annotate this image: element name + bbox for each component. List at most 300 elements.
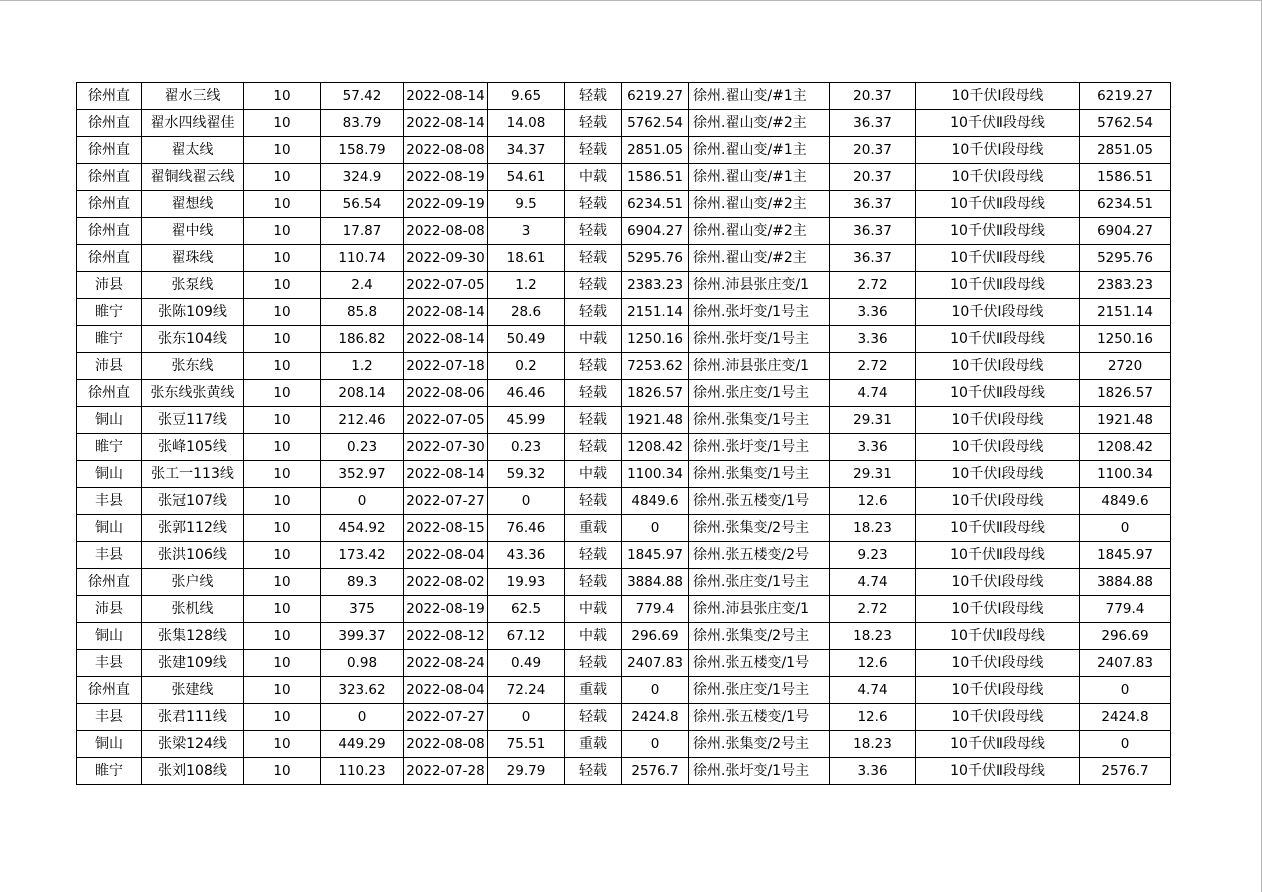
substation-cell: 徐州.翟山变/#2主 bbox=[689, 245, 830, 272]
date-cell: 2022-08-14 bbox=[404, 326, 488, 353]
line-name-cell: 翟想线 bbox=[142, 191, 244, 218]
busbar-cell: 10千伏Ⅱ段母线 bbox=[916, 218, 1080, 245]
substation-cell: 徐州.张圩变/1号主 bbox=[689, 434, 830, 461]
capacity-cell: 2851.05 bbox=[622, 137, 689, 164]
load-status-cell: 重载 bbox=[565, 731, 622, 758]
load-status-cell: 轻载 bbox=[565, 758, 622, 785]
date-cell: 2022-07-30 bbox=[404, 434, 488, 461]
transformer-rate-cell: 12.6 bbox=[830, 488, 916, 515]
table-row bbox=[77, 407, 1171, 434]
capacity-cell: 5295.76 bbox=[622, 245, 689, 272]
capacity-cell: 1845.97 bbox=[622, 542, 689, 569]
table-row bbox=[77, 758, 1171, 785]
substation-cell: 徐州.翟山变/#2主 bbox=[689, 110, 830, 137]
table-row bbox=[77, 542, 1171, 569]
available-capacity-cell: 0 bbox=[1080, 677, 1171, 704]
busbar-cell: 10千伏Ⅰ段母线 bbox=[916, 569, 1080, 596]
line-name-cell: 张郭112线 bbox=[142, 515, 244, 542]
current-cell: 186.82 bbox=[321, 326, 404, 353]
current-cell: 0 bbox=[321, 488, 404, 515]
district-cell: 徐州直 bbox=[77, 110, 142, 137]
transformer-rate-cell: 3.36 bbox=[830, 758, 916, 785]
load-rate-cell: 0 bbox=[488, 488, 565, 515]
load-rate-cell: 3 bbox=[488, 218, 565, 245]
date-cell: 2022-08-14 bbox=[404, 110, 488, 137]
capacity-cell: 1586.51 bbox=[622, 164, 689, 191]
current-cell: 2.4 bbox=[321, 272, 404, 299]
transformer-rate-cell: 12.6 bbox=[830, 650, 916, 677]
line-name-cell: 张户线 bbox=[142, 569, 244, 596]
voltage-cell: 10 bbox=[244, 542, 321, 569]
load-status-cell: 轻载 bbox=[565, 110, 622, 137]
busbar-cell: 10千伏Ⅰ段母线 bbox=[916, 299, 1080, 326]
transformer-rate-cell: 4.74 bbox=[830, 677, 916, 704]
district-cell: 铜山 bbox=[77, 407, 142, 434]
transformer-rate-cell: 29.31 bbox=[830, 461, 916, 488]
line-name-cell: 张建109线 bbox=[142, 650, 244, 677]
line-name-cell: 张集128线 bbox=[142, 623, 244, 650]
busbar-cell: 10千伏Ⅱ段母线 bbox=[916, 326, 1080, 353]
busbar-cell: 10千伏Ⅰ段母线 bbox=[916, 677, 1080, 704]
available-capacity-cell: 5295.76 bbox=[1080, 245, 1171, 272]
substation-cell: 徐州.张集变/2号主 bbox=[689, 731, 830, 758]
line-name-cell: 张刘108线 bbox=[142, 758, 244, 785]
voltage-cell: 10 bbox=[244, 353, 321, 380]
capacity-cell: 6219.27 bbox=[622, 83, 689, 110]
busbar-cell: 10千伏Ⅱ段母线 bbox=[916, 758, 1080, 785]
load-status-cell: 中载 bbox=[565, 326, 622, 353]
line-name-cell: 张机线 bbox=[142, 596, 244, 623]
load-rate-cell: 0.2 bbox=[488, 353, 565, 380]
capacity-cell: 296.69 bbox=[622, 623, 689, 650]
load-rate-cell: 9.5 bbox=[488, 191, 565, 218]
date-cell: 2022-08-04 bbox=[404, 542, 488, 569]
table-row bbox=[77, 461, 1171, 488]
date-cell: 2022-08-02 bbox=[404, 569, 488, 596]
line-name-cell: 翟铜线翟云线 bbox=[142, 164, 244, 191]
voltage-cell: 10 bbox=[244, 272, 321, 299]
capacity-cell: 2383.23 bbox=[622, 272, 689, 299]
load-rate-cell: 67.12 bbox=[488, 623, 565, 650]
transformer-rate-cell: 36.37 bbox=[830, 218, 916, 245]
capacity-cell: 779.4 bbox=[622, 596, 689, 623]
transformer-rate-cell: 2.72 bbox=[830, 353, 916, 380]
district-cell: 丰县 bbox=[77, 488, 142, 515]
capacity-cell: 0 bbox=[622, 731, 689, 758]
current-cell: 449.29 bbox=[321, 731, 404, 758]
feeder-load-table bbox=[76, 82, 1171, 785]
substation-cell: 徐州.张五楼变/2号 bbox=[689, 542, 830, 569]
load-rate-cell: 46.46 bbox=[488, 380, 565, 407]
available-capacity-cell: 1845.97 bbox=[1080, 542, 1171, 569]
current-cell: 110.23 bbox=[321, 758, 404, 785]
capacity-cell: 1826.57 bbox=[622, 380, 689, 407]
line-name-cell: 张洪106线 bbox=[142, 542, 244, 569]
voltage-cell: 10 bbox=[244, 164, 321, 191]
table-row bbox=[77, 704, 1171, 731]
date-cell: 2022-08-08 bbox=[404, 731, 488, 758]
date-cell: 2022-08-08 bbox=[404, 137, 488, 164]
load-rate-cell: 0 bbox=[488, 704, 565, 731]
district-cell: 铜山 bbox=[77, 515, 142, 542]
district-cell: 丰县 bbox=[77, 704, 142, 731]
load-status-cell: 轻载 bbox=[565, 353, 622, 380]
load-rate-cell: 59.32 bbox=[488, 461, 565, 488]
line-name-cell: 张梁124线 bbox=[142, 731, 244, 758]
load-status-cell: 轻载 bbox=[565, 542, 622, 569]
district-cell: 丰县 bbox=[77, 542, 142, 569]
voltage-cell: 10 bbox=[244, 569, 321, 596]
capacity-cell: 0 bbox=[622, 677, 689, 704]
busbar-cell: 10千伏Ⅰ段母线 bbox=[916, 137, 1080, 164]
capacity-cell: 4849.6 bbox=[622, 488, 689, 515]
district-cell: 铜山 bbox=[77, 623, 142, 650]
busbar-cell: 10千伏Ⅱ段母线 bbox=[916, 515, 1080, 542]
substation-cell: 徐州.沛县张庄变/1 bbox=[689, 272, 830, 299]
line-name-cell: 张冠107线 bbox=[142, 488, 244, 515]
voltage-cell: 10 bbox=[244, 191, 321, 218]
substation-cell: 徐州.翟山变/#1主 bbox=[689, 137, 830, 164]
current-cell: 0.98 bbox=[321, 650, 404, 677]
district-cell: 徐州直 bbox=[77, 380, 142, 407]
available-capacity-cell: 1250.16 bbox=[1080, 326, 1171, 353]
voltage-cell: 10 bbox=[244, 623, 321, 650]
date-cell: 2022-08-14 bbox=[404, 461, 488, 488]
voltage-cell: 10 bbox=[244, 245, 321, 272]
table-row bbox=[77, 677, 1171, 704]
transformer-rate-cell: 20.37 bbox=[830, 83, 916, 110]
voltage-cell: 10 bbox=[244, 488, 321, 515]
table-row bbox=[77, 434, 1171, 461]
date-cell: 2022-08-12 bbox=[404, 623, 488, 650]
substation-cell: 徐州.张五楼变/1号 bbox=[689, 650, 830, 677]
line-name-cell: 张东104线 bbox=[142, 326, 244, 353]
busbar-cell: 10千伏Ⅱ段母线 bbox=[916, 380, 1080, 407]
voltage-cell: 10 bbox=[244, 326, 321, 353]
voltage-cell: 10 bbox=[244, 434, 321, 461]
busbar-cell: 10千伏Ⅱ段母线 bbox=[916, 272, 1080, 299]
load-status-cell: 重载 bbox=[565, 677, 622, 704]
line-name-cell: 张东线 bbox=[142, 353, 244, 380]
busbar-cell: 10千伏Ⅰ段母线 bbox=[916, 164, 1080, 191]
district-cell: 徐州直 bbox=[77, 164, 142, 191]
capacity-cell: 1250.16 bbox=[622, 326, 689, 353]
load-status-cell: 中载 bbox=[565, 164, 622, 191]
current-cell: 110.74 bbox=[321, 245, 404, 272]
current-cell: 323.62 bbox=[321, 677, 404, 704]
current-cell: 1.2 bbox=[321, 353, 404, 380]
voltage-cell: 10 bbox=[244, 407, 321, 434]
district-cell: 徐州直 bbox=[77, 137, 142, 164]
current-cell: 85.8 bbox=[321, 299, 404, 326]
table-row bbox=[77, 623, 1171, 650]
line-name-cell: 翟中线 bbox=[142, 218, 244, 245]
line-name-cell: 张豆117线 bbox=[142, 407, 244, 434]
busbar-cell: 10千伏Ⅱ段母线 bbox=[916, 110, 1080, 137]
voltage-cell: 10 bbox=[244, 731, 321, 758]
date-cell: 2022-08-15 bbox=[404, 515, 488, 542]
load-status-cell: 轻载 bbox=[565, 191, 622, 218]
substation-cell: 徐州.张庄变/1号主 bbox=[689, 380, 830, 407]
line-name-cell: 张工一113线 bbox=[142, 461, 244, 488]
load-status-cell: 轻载 bbox=[565, 434, 622, 461]
line-name-cell: 张陈109线 bbox=[142, 299, 244, 326]
voltage-cell: 10 bbox=[244, 515, 321, 542]
district-cell: 睢宁 bbox=[77, 434, 142, 461]
table-row bbox=[77, 164, 1171, 191]
available-capacity-cell: 2424.8 bbox=[1080, 704, 1171, 731]
capacity-cell: 1208.42 bbox=[622, 434, 689, 461]
date-cell: 2022-08-14 bbox=[404, 299, 488, 326]
available-capacity-cell: 6219.27 bbox=[1080, 83, 1171, 110]
current-cell: 324.9 bbox=[321, 164, 404, 191]
date-cell: 2022-08-04 bbox=[404, 677, 488, 704]
voltage-cell: 10 bbox=[244, 380, 321, 407]
date-cell: 2022-08-19 bbox=[404, 596, 488, 623]
available-capacity-cell: 0 bbox=[1080, 515, 1171, 542]
line-name-cell: 张建线 bbox=[142, 677, 244, 704]
load-rate-cell: 9.65 bbox=[488, 83, 565, 110]
load-rate-cell: 0.49 bbox=[488, 650, 565, 677]
table-row bbox=[77, 272, 1171, 299]
voltage-cell: 10 bbox=[244, 677, 321, 704]
table-row bbox=[77, 650, 1171, 677]
substation-cell: 徐州.翟山变/#2主 bbox=[689, 218, 830, 245]
transformer-rate-cell: 18.23 bbox=[830, 515, 916, 542]
busbar-cell: 10千伏Ⅰ段母线 bbox=[916, 596, 1080, 623]
available-capacity-cell: 3884.88 bbox=[1080, 569, 1171, 596]
load-status-cell: 中载 bbox=[565, 623, 622, 650]
available-capacity-cell: 1921.48 bbox=[1080, 407, 1171, 434]
voltage-cell: 10 bbox=[244, 83, 321, 110]
load-status-cell: 轻载 bbox=[565, 407, 622, 434]
district-cell: 徐州直 bbox=[77, 83, 142, 110]
capacity-cell: 7253.62 bbox=[622, 353, 689, 380]
line-name-cell: 张君111线 bbox=[142, 704, 244, 731]
busbar-cell: 10千伏Ⅱ段母线 bbox=[916, 245, 1080, 272]
load-status-cell: 中载 bbox=[565, 596, 622, 623]
date-cell: 2022-07-27 bbox=[404, 704, 488, 731]
substation-cell: 徐州.张集变/2号主 bbox=[689, 623, 830, 650]
district-cell: 徐州直 bbox=[77, 191, 142, 218]
table-row bbox=[77, 191, 1171, 218]
transformer-rate-cell: 3.36 bbox=[830, 299, 916, 326]
load-status-cell: 轻载 bbox=[565, 245, 622, 272]
busbar-cell: 10千伏Ⅰ段母线 bbox=[916, 434, 1080, 461]
substation-cell: 徐州.沛县张庄变/1 bbox=[689, 596, 830, 623]
substation-cell: 徐州.张五楼变/1号 bbox=[689, 704, 830, 731]
transformer-rate-cell: 2.72 bbox=[830, 272, 916, 299]
available-capacity-cell: 2407.83 bbox=[1080, 650, 1171, 677]
load-status-cell: 轻载 bbox=[565, 299, 622, 326]
current-cell: 375 bbox=[321, 596, 404, 623]
table-row bbox=[77, 569, 1171, 596]
voltage-cell: 10 bbox=[244, 704, 321, 731]
load-status-cell: 轻载 bbox=[565, 380, 622, 407]
load-rate-cell: 28.6 bbox=[488, 299, 565, 326]
date-cell: 2022-07-28 bbox=[404, 758, 488, 785]
available-capacity-cell: 296.69 bbox=[1080, 623, 1171, 650]
transformer-rate-cell: 4.74 bbox=[830, 380, 916, 407]
district-cell: 沛县 bbox=[77, 272, 142, 299]
substation-cell: 徐州.翟山变/#2主 bbox=[689, 191, 830, 218]
load-status-cell: 轻载 bbox=[565, 704, 622, 731]
capacity-cell: 2424.8 bbox=[622, 704, 689, 731]
busbar-cell: 10千伏Ⅰ段母线 bbox=[916, 461, 1080, 488]
current-cell: 208.14 bbox=[321, 380, 404, 407]
line-name-cell: 张峰105线 bbox=[142, 434, 244, 461]
transformer-rate-cell: 36.37 bbox=[830, 191, 916, 218]
current-cell: 0.23 bbox=[321, 434, 404, 461]
available-capacity-cell: 2383.23 bbox=[1080, 272, 1171, 299]
load-rate-cell: 14.08 bbox=[488, 110, 565, 137]
voltage-cell: 10 bbox=[244, 218, 321, 245]
transformer-rate-cell: 4.74 bbox=[830, 569, 916, 596]
load-status-cell: 中载 bbox=[565, 461, 622, 488]
substation-cell: 徐州.张庄变/1号主 bbox=[689, 569, 830, 596]
date-cell: 2022-08-19 bbox=[404, 164, 488, 191]
load-rate-cell: 0.23 bbox=[488, 434, 565, 461]
busbar-cell: 10千伏Ⅱ段母线 bbox=[916, 191, 1080, 218]
substation-cell: 徐州.张庄变/1号主 bbox=[689, 677, 830, 704]
current-cell: 352.97 bbox=[321, 461, 404, 488]
load-rate-cell: 1.2 bbox=[488, 272, 565, 299]
table-row bbox=[77, 515, 1171, 542]
substation-cell: 徐州.张集变/2号主 bbox=[689, 515, 830, 542]
table-row bbox=[77, 245, 1171, 272]
table-row bbox=[77, 299, 1171, 326]
capacity-cell: 6904.27 bbox=[622, 218, 689, 245]
date-cell: 2022-07-05 bbox=[404, 407, 488, 434]
transformer-rate-cell: 3.36 bbox=[830, 434, 916, 461]
load-rate-cell: 18.61 bbox=[488, 245, 565, 272]
current-cell: 89.3 bbox=[321, 569, 404, 596]
load-rate-cell: 50.49 bbox=[488, 326, 565, 353]
transformer-rate-cell: 20.37 bbox=[830, 137, 916, 164]
substation-cell: 徐州.张圩变/1号主 bbox=[689, 326, 830, 353]
capacity-cell: 0 bbox=[622, 515, 689, 542]
current-cell: 399.37 bbox=[321, 623, 404, 650]
available-capacity-cell: 1100.34 bbox=[1080, 461, 1171, 488]
busbar-cell: 10千伏Ⅰ段母线 bbox=[916, 488, 1080, 515]
substation-cell: 徐州.张集变/1号主 bbox=[689, 407, 830, 434]
capacity-cell: 6234.51 bbox=[622, 191, 689, 218]
line-name-cell: 翟水三线 bbox=[142, 83, 244, 110]
load-status-cell: 轻载 bbox=[565, 488, 622, 515]
current-cell: 17.87 bbox=[321, 218, 404, 245]
substation-cell: 徐州.翟山变/#1主 bbox=[689, 164, 830, 191]
busbar-cell: 10千伏Ⅰ段母线 bbox=[916, 704, 1080, 731]
capacity-cell: 3884.88 bbox=[622, 569, 689, 596]
available-capacity-cell: 6234.51 bbox=[1080, 191, 1171, 218]
available-capacity-cell: 1826.57 bbox=[1080, 380, 1171, 407]
voltage-cell: 10 bbox=[244, 137, 321, 164]
district-cell: 徐州直 bbox=[77, 569, 142, 596]
transformer-rate-cell: 20.37 bbox=[830, 164, 916, 191]
capacity-cell: 5762.54 bbox=[622, 110, 689, 137]
load-rate-cell: 54.61 bbox=[488, 164, 565, 191]
load-rate-cell: 19.93 bbox=[488, 569, 565, 596]
load-rate-cell: 76.46 bbox=[488, 515, 565, 542]
capacity-cell: 1100.34 bbox=[622, 461, 689, 488]
voltage-cell: 10 bbox=[244, 650, 321, 677]
voltage-cell: 10 bbox=[244, 110, 321, 137]
line-name-cell: 翟水四线翟佳 bbox=[142, 110, 244, 137]
transformer-rate-cell: 18.23 bbox=[830, 731, 916, 758]
date-cell: 2022-07-18 bbox=[404, 353, 488, 380]
load-rate-cell: 34.37 bbox=[488, 137, 565, 164]
district-cell: 徐州直 bbox=[77, 677, 142, 704]
table-row bbox=[77, 83, 1171, 110]
capacity-cell: 2151.14 bbox=[622, 299, 689, 326]
current-cell: 212.46 bbox=[321, 407, 404, 434]
substation-cell: 徐州.张圩变/1号主 bbox=[689, 299, 830, 326]
line-name-cell: 翟珠线 bbox=[142, 245, 244, 272]
transformer-rate-cell: 3.36 bbox=[830, 326, 916, 353]
transformer-rate-cell: 18.23 bbox=[830, 623, 916, 650]
date-cell: 2022-07-27 bbox=[404, 488, 488, 515]
table-row bbox=[77, 218, 1171, 245]
substation-cell: 徐州.翟山变/#1主 bbox=[689, 83, 830, 110]
load-rate-cell: 43.36 bbox=[488, 542, 565, 569]
table-row bbox=[77, 326, 1171, 353]
available-capacity-cell: 2851.05 bbox=[1080, 137, 1171, 164]
load-rate-cell: 29.79 bbox=[488, 758, 565, 785]
busbar-cell: 10千伏Ⅱ段母线 bbox=[916, 542, 1080, 569]
available-capacity-cell: 1586.51 bbox=[1080, 164, 1171, 191]
district-cell: 铜山 bbox=[77, 731, 142, 758]
current-cell: 158.79 bbox=[321, 137, 404, 164]
load-rate-cell: 62.5 bbox=[488, 596, 565, 623]
table-body bbox=[77, 83, 1171, 785]
load-status-cell: 轻载 bbox=[565, 650, 622, 677]
district-cell: 丰县 bbox=[77, 650, 142, 677]
table-row bbox=[77, 731, 1171, 758]
table-row bbox=[77, 380, 1171, 407]
voltage-cell: 10 bbox=[244, 596, 321, 623]
date-cell: 2022-07-05 bbox=[404, 272, 488, 299]
district-cell: 沛县 bbox=[77, 596, 142, 623]
current-cell: 0 bbox=[321, 704, 404, 731]
load-status-cell: 轻载 bbox=[565, 83, 622, 110]
substation-cell: 徐州.沛县张庄变/1 bbox=[689, 353, 830, 380]
district-cell: 睢宁 bbox=[77, 326, 142, 353]
table-row bbox=[77, 488, 1171, 515]
date-cell: 2022-08-14 bbox=[404, 83, 488, 110]
current-cell: 454.92 bbox=[321, 515, 404, 542]
busbar-cell: 10千伏Ⅰ段母线 bbox=[916, 650, 1080, 677]
voltage-cell: 10 bbox=[244, 461, 321, 488]
district-cell: 徐州直 bbox=[77, 245, 142, 272]
date-cell: 2022-08-08 bbox=[404, 218, 488, 245]
district-cell: 沛县 bbox=[77, 353, 142, 380]
table-row bbox=[77, 353, 1171, 380]
transformer-rate-cell: 12.6 bbox=[830, 704, 916, 731]
transformer-rate-cell: 9.23 bbox=[830, 542, 916, 569]
district-cell: 徐州直 bbox=[77, 218, 142, 245]
capacity-cell: 2407.83 bbox=[622, 650, 689, 677]
available-capacity-cell: 1208.42 bbox=[1080, 434, 1171, 461]
substation-cell: 徐州.张圩变/1号主 bbox=[689, 758, 830, 785]
capacity-cell: 1921.48 bbox=[622, 407, 689, 434]
transformer-rate-cell: 36.37 bbox=[830, 110, 916, 137]
available-capacity-cell: 4849.6 bbox=[1080, 488, 1171, 515]
substation-cell: 徐州.张五楼变/1号 bbox=[689, 488, 830, 515]
available-capacity-cell: 2576.7 bbox=[1080, 758, 1171, 785]
date-cell: 2022-09-30 bbox=[404, 245, 488, 272]
available-capacity-cell: 2720 bbox=[1080, 353, 1171, 380]
available-capacity-cell: 6904.27 bbox=[1080, 218, 1171, 245]
